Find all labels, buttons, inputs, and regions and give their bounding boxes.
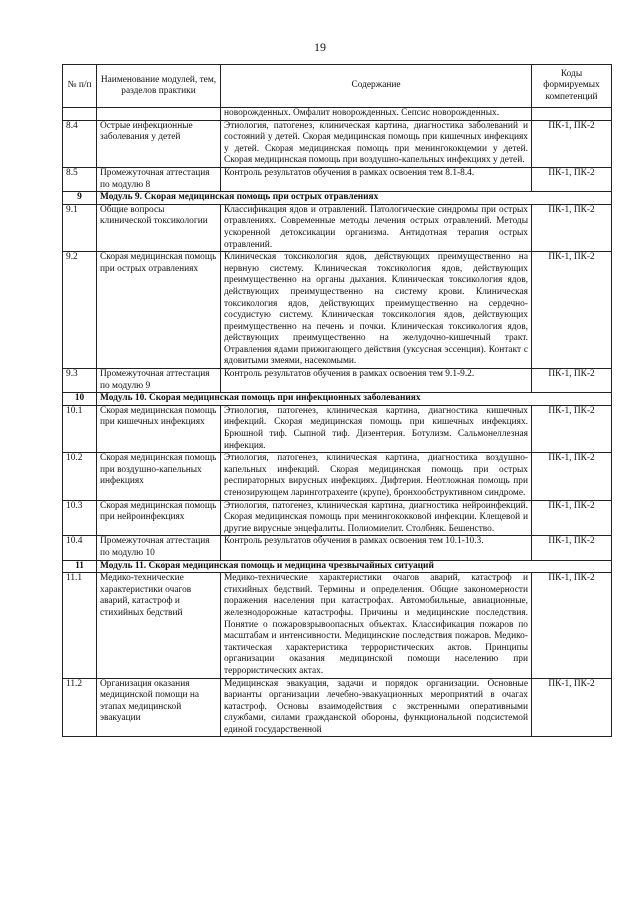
row-competency-codes: ПК-1, ПК-2 [532,252,612,369]
header-name: Наименование модулей, тем, разделов практики [97,65,221,108]
table-row [63,405,612,452]
row-content: Классификация ядов и отравлений. Патологические синдромы при острых отравлениях. Современные методы лечения острых отравлений. Методы ускоренной детоксикации организма. Антидотная терапия острых отравлений. [221,204,532,251]
row-topic-name: Острые инфекционные заболевания у детей [97,120,221,167]
module-title: Модуль 11. Скорая медицинская помощь и медицина чрезвычайных ситуаций [97,560,612,573]
row-topic-name: Промежуточная аттестация по модулю 10 [97,536,221,560]
header-content: Содержание [221,65,532,108]
table-row [63,167,612,191]
row-topic-name: Скорая медицинская помощь при воздушно-капельных инфекциях [97,453,221,500]
row-number: 10.1 [63,405,97,452]
row-content: Медико-технические характеристики очагов аварий, катастроф и стихийных бедствий. Термины и определения. Общие закономерности поражения населения при катастрофах. Автомобильные, авиационные, железнодорожные катастрофы. Причины и медицинские последствия. Понятие о пожаровзрывоопасных объектах. Классификация пожаров по масштабам и интенсивности. Медицинские последствия пожаров. Медико-тактическая характеристика террористических актов. Принципы организации оказания медицинской помощи населению при террористических актах. [221,573,532,678]
row-topic-name: Скорая медицинская помощь при нейроинфекциях [97,500,221,536]
row-number: 9.3 [63,369,97,393]
table-row [63,369,612,393]
table-row [63,108,612,121]
table-row [63,252,612,369]
row-number: 11.1 [63,573,97,678]
row-number: 11.2 [63,678,97,737]
row-number: 8.5 [63,167,97,191]
module-number: 10 [63,393,97,406]
row-number: 10.2 [63,453,97,500]
table-row [63,120,612,167]
row-topic-name: Общие вопросы клинической токсикологии [97,204,221,251]
table-row [63,500,612,536]
row-competency-codes: ПК-1, ПК-2 [532,453,612,500]
row-number: 9.2 [63,252,97,369]
table-body [63,108,612,737]
row-number [63,108,97,121]
header-num: № п/п [63,65,97,108]
row-competency-codes: ПК-1, ПК-2 [532,678,612,737]
row-number: 8.4 [63,120,97,167]
row-topic-name: Промежуточная аттестация по модулю 9 [97,369,221,393]
row-competency-codes: ПК-1, ПК-2 [532,167,612,191]
module-title: Модуль 10. Скорая медицинская помощь при инфекционных заболеваниях [97,393,612,406]
module-row [63,393,612,406]
curriculum-table [62,64,612,737]
row-competency-codes: ПК-1, ПК-2 [532,500,612,536]
row-content: Контроль результатов обучения в рамках освоения тем 10.1-10.3. [221,536,532,560]
row-topic-name: Промежуточная аттестация по модулю 8 [97,167,221,191]
row-number: 10.4 [63,536,97,560]
row-competency-codes: ПК-1, ПК-2 [532,573,612,678]
row-content: Клиническая токсикология ядов, действующих преимущественно на нервную систему. Клиническая токсикология ядов, действующих преимущественно на органы дыхания. Клиническая токсикология ядов, действующих преимущественно на систему крови. Клиническая токсикология ядов, действующих преимущественно на сердечно-сосудистую систему. Клиническая токсикология ядов, действующих преимущественно на печень и почки. Клиническая токсикология ядов, действующих преимущественно на желудочно-кишечный тракт. Отравления ядами прижигающего действия (уксусная эссенция). Контакт с ядовитыми змеями, насекомыми. [221,252,532,369]
table-row [63,536,612,560]
row-content: Медицинская эвакуация, задачи и порядок организации. Основные варианты организации лечебно-эвакуационных мероприятий в очагах катастроф. Основы взаимодействия с экстренными оперативными службами, силами гражданской обороны, функциональной подсистемой единой государственной [221,678,532,737]
row-topic-name: Организация оказания медицинской помощи на этапах медицинской эвакуации [97,678,221,737]
row-topic-name: Скорая медицинская помощь при кишечных инфекциях [97,405,221,452]
row-content: Этиология, патогенез, клиническая картина, диагностика кишечных инфекций. Скорая медицинская помощь при кишечных инфекциях. Брюшной тиф. Сыпной тиф. Дизентерия. Ботулизм. Сальмонеллезная инфекция. [221,405,532,452]
table-header-row [63,65,612,108]
row-competency-codes: ПК-1, ПК-2 [532,369,612,393]
row-content: Контроль результатов обучения в рамках освоения тем 8.1-8.4. [221,167,532,191]
row-competency-codes: ПК-1, ПК-2 [532,536,612,560]
row-number: 10.3 [63,500,97,536]
module-title: Модуль 9. Скорая медицинская помощь при острых отравлениях [97,192,612,205]
row-content: Этиология, патогенез, клиническая картина, диагностика заболеваний и состояний у детей. Скорая медицинская помощь при кишечных инфекциях у детей. Скорая медицинская помощь при менингококцемии у детей. Скорая медицинская помощь при воздушно-капельных инфекциях у детей. [221,120,532,167]
page-number: 19 [314,40,326,54]
row-topic-name [97,108,221,121]
header-codes: Коды формируемых компетенций [532,65,612,108]
table-row [63,573,612,678]
module-number: 9 [63,192,97,205]
row-content: Этиология, патогенез, клиническая картина, диагностика нейроинфекций. Скорая медицинская помощь при менингококковой инфекции. Клещевой и другие вирусные энцефалиты. Полиомиелит. Столбняк. Бешенство. [221,500,532,536]
row-competency-codes: ПК-1, ПК-2 [532,120,612,167]
module-number: 11 [63,560,97,573]
row-number: 9.1 [63,204,97,251]
row-topic-name: Медико-технические характеристики очагов аварий, катастроф и стихийных бедствий [97,573,221,678]
table-row [63,678,612,737]
row-competency-codes [532,108,612,121]
row-content: Этиология, патогенез, клиническая картина, диагностика воздушно-капельных инфекций. Скорая медицинская помощь при острых респираторных вирусных инфекциях. Дифтерия. Неотложная помощь при стенозирующем ларинготрахеите (крупе), бронхообструктивном синдроме. [221,453,532,500]
row-content: Контроль результатов обучения в рамках освоения тем 9.1-9.2. [221,369,532,393]
row-competency-codes: ПК-1, ПК-2 [532,405,612,452]
row-content: новорожденных. Омфалит новорожденных. Сепсис новорожденных. [221,108,532,121]
module-row [63,560,612,573]
table-row [63,453,612,500]
table-row [63,204,612,251]
row-topic-name: Скорая медицинская помощь при острых отравлениях [97,252,221,369]
module-row [63,192,612,205]
row-competency-codes: ПК-1, ПК-2 [532,204,612,251]
